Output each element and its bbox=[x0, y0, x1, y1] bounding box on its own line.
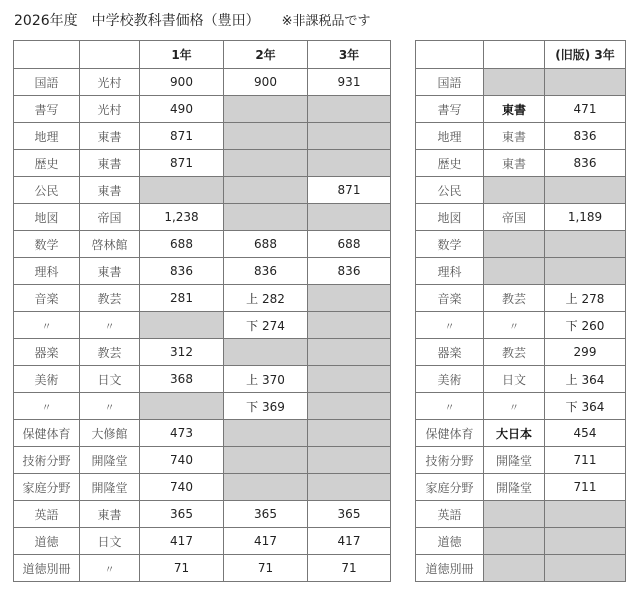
subject-cell: 国語 bbox=[416, 69, 484, 96]
price-grade3-cell bbox=[308, 123, 391, 150]
price-grade2-cell: 下 369 bbox=[224, 393, 308, 420]
price-grade2-cell: 900 bbox=[224, 69, 308, 96]
old-price-cell: 上 278 bbox=[545, 285, 626, 312]
price-grade3-cell bbox=[308, 447, 391, 474]
publisher-cell: 光村 bbox=[80, 69, 140, 96]
price-grade1-cell: 71 bbox=[140, 555, 224, 582]
price-grade1-cell: 688 bbox=[140, 231, 224, 258]
subject-cell: 音楽 bbox=[14, 285, 80, 312]
title-main: 2026年度 中学校教科書価格（豊田） bbox=[14, 13, 260, 29]
price-grade3-cell bbox=[308, 393, 391, 420]
subject-cell: 道徳別冊 bbox=[416, 555, 484, 582]
price-grade3-cell bbox=[308, 339, 391, 366]
price-grade2-cell bbox=[224, 339, 308, 366]
old-price-cell: 下 260 bbox=[545, 312, 626, 339]
table-row bbox=[416, 231, 626, 258]
table-row bbox=[416, 393, 626, 420]
price-grade3-cell: 931 bbox=[308, 69, 391, 96]
price-grade2-cell bbox=[224, 96, 308, 123]
table-row bbox=[416, 312, 626, 339]
table-row bbox=[416, 501, 626, 528]
table-row bbox=[14, 285, 391, 312]
table-row bbox=[14, 366, 391, 393]
old-price-cell bbox=[545, 258, 626, 285]
price-grade2-cell: 365 bbox=[224, 501, 308, 528]
table-row bbox=[416, 69, 626, 96]
price-grade1-cell: 281 bbox=[140, 285, 224, 312]
price-grade2-cell: 688 bbox=[224, 231, 308, 258]
publisher-cell: 教芸 bbox=[80, 285, 140, 312]
column-header: 2年 bbox=[224, 41, 308, 69]
old-price-cell: 836 bbox=[545, 123, 626, 150]
price-grade3-cell: 836 bbox=[308, 258, 391, 285]
publisher-cell bbox=[484, 528, 545, 555]
current-price-table bbox=[13, 40, 391, 582]
publisher-cell: 日文 bbox=[80, 366, 140, 393]
table-row bbox=[416, 339, 626, 366]
table-row bbox=[14, 501, 391, 528]
publisher-cell: 東書 bbox=[484, 96, 545, 123]
price-grade1-cell: 900 bbox=[140, 69, 224, 96]
old-price-cell: 454 bbox=[545, 420, 626, 447]
price-grade3-cell bbox=[308, 312, 391, 339]
old-price-cell bbox=[545, 231, 626, 258]
page-title bbox=[14, 10, 371, 30]
publisher-cell: 教芸 bbox=[80, 339, 140, 366]
old-price-cell bbox=[545, 555, 626, 582]
table-row bbox=[14, 312, 391, 339]
price-grade1-cell: 368 bbox=[140, 366, 224, 393]
publisher-cell bbox=[484, 501, 545, 528]
publisher-cell: 東書 bbox=[80, 177, 140, 204]
price-grade2-cell bbox=[224, 447, 308, 474]
price-grade3-cell: 365 bbox=[308, 501, 391, 528]
price-grade2-cell: 上 370 bbox=[224, 366, 308, 393]
table-row bbox=[14, 204, 391, 231]
table-header-row bbox=[416, 41, 626, 69]
subject-cell: 歴史 bbox=[14, 150, 80, 177]
table-row bbox=[416, 366, 626, 393]
price-grade1-cell bbox=[140, 312, 224, 339]
publisher-cell bbox=[484, 177, 545, 204]
price-grade1-cell: 740 bbox=[140, 447, 224, 474]
subject-cell: 英語 bbox=[14, 501, 80, 528]
subject-cell: 数学 bbox=[14, 231, 80, 258]
price-grade3-cell: 71 bbox=[308, 555, 391, 582]
old-price-cell: 299 bbox=[545, 339, 626, 366]
subject-cell: 美術 bbox=[14, 366, 80, 393]
subject-cell: 地図 bbox=[14, 204, 80, 231]
publisher-cell: 東書 bbox=[80, 501, 140, 528]
subject-cell: 英語 bbox=[416, 501, 484, 528]
publisher-cell: 東書 bbox=[484, 150, 545, 177]
price-grade1-cell: 871 bbox=[140, 150, 224, 177]
table-row bbox=[416, 420, 626, 447]
old-price-cell: 711 bbox=[545, 474, 626, 501]
price-grade2-cell bbox=[224, 177, 308, 204]
table-row bbox=[416, 474, 626, 501]
table-row bbox=[14, 258, 391, 285]
subject-cell: 〃 bbox=[14, 312, 80, 339]
table-row bbox=[14, 231, 391, 258]
table-row bbox=[416, 177, 626, 204]
column-header bbox=[80, 41, 140, 69]
publisher-cell: 教芸 bbox=[484, 285, 545, 312]
table-row bbox=[416, 447, 626, 474]
price-grade1-cell bbox=[140, 393, 224, 420]
table-row bbox=[416, 204, 626, 231]
table-row bbox=[14, 528, 391, 555]
subject-cell: 保健体育 bbox=[14, 420, 80, 447]
table-row bbox=[14, 420, 391, 447]
title-note: ※非課税品です bbox=[281, 14, 371, 29]
table-row bbox=[416, 528, 626, 555]
column-header bbox=[484, 41, 545, 69]
subject-cell: 器楽 bbox=[416, 339, 484, 366]
price-grade1-cell: 1,238 bbox=[140, 204, 224, 231]
publisher-cell: 日文 bbox=[80, 528, 140, 555]
publisher-cell: 〃 bbox=[80, 555, 140, 582]
publisher-cell bbox=[484, 555, 545, 582]
price-grade3-cell: 688 bbox=[308, 231, 391, 258]
price-grade1-cell: 473 bbox=[140, 420, 224, 447]
publisher-cell: 東書 bbox=[80, 258, 140, 285]
subject-cell: 技術分野 bbox=[416, 447, 484, 474]
price-grade1-cell: 312 bbox=[140, 339, 224, 366]
subject-cell: 音楽 bbox=[416, 285, 484, 312]
table-row bbox=[416, 285, 626, 312]
old-price-cell: 471 bbox=[545, 96, 626, 123]
publisher-cell: 大修館 bbox=[80, 420, 140, 447]
column-header: 3年 bbox=[308, 41, 391, 69]
subject-cell: 数学 bbox=[416, 231, 484, 258]
old-price-cell: 1,189 bbox=[545, 204, 626, 231]
old-price-cell: 836 bbox=[545, 150, 626, 177]
table-row bbox=[14, 474, 391, 501]
table-row bbox=[14, 69, 391, 96]
subject-cell: 地理 bbox=[416, 123, 484, 150]
price-grade3-cell bbox=[308, 474, 391, 501]
table-row bbox=[14, 177, 391, 204]
subject-cell: 技術分野 bbox=[14, 447, 80, 474]
publisher-cell: 大日本 bbox=[484, 420, 545, 447]
subject-cell: 理科 bbox=[416, 258, 484, 285]
price-grade3-cell bbox=[308, 150, 391, 177]
price-grade1-cell bbox=[140, 177, 224, 204]
price-grade1-cell: 490 bbox=[140, 96, 224, 123]
table-row bbox=[14, 339, 391, 366]
subject-cell: 道徳 bbox=[14, 528, 80, 555]
subject-cell: 家庭分野 bbox=[14, 474, 80, 501]
price-grade3-cell bbox=[308, 204, 391, 231]
publisher-cell: 開隆堂 bbox=[484, 474, 545, 501]
price-grade1-cell: 365 bbox=[140, 501, 224, 528]
publisher-cell: 〃 bbox=[80, 393, 140, 420]
price-grade1-cell: 740 bbox=[140, 474, 224, 501]
old-price-cell: 下 364 bbox=[545, 393, 626, 420]
publisher-cell: 開隆堂 bbox=[80, 447, 140, 474]
publisher-cell bbox=[484, 69, 545, 96]
publisher-cell bbox=[484, 231, 545, 258]
subject-cell: 〃 bbox=[416, 312, 484, 339]
price-grade2-cell: 下 274 bbox=[224, 312, 308, 339]
publisher-cell: 日文 bbox=[484, 366, 545, 393]
subject-cell: 道徳 bbox=[416, 528, 484, 555]
subject-cell: 家庭分野 bbox=[416, 474, 484, 501]
subject-cell: 書写 bbox=[416, 96, 484, 123]
price-grade2-cell: 417 bbox=[224, 528, 308, 555]
table-row bbox=[416, 258, 626, 285]
column-header: 1年 bbox=[140, 41, 224, 69]
old-price-cell: 上 364 bbox=[545, 366, 626, 393]
old-edition-table bbox=[415, 40, 626, 582]
subject-cell: 公民 bbox=[14, 177, 80, 204]
price-grade3-cell: 871 bbox=[308, 177, 391, 204]
column-header bbox=[416, 41, 484, 69]
table-row bbox=[14, 150, 391, 177]
price-grade3-cell bbox=[308, 285, 391, 312]
subject-cell: 美術 bbox=[416, 366, 484, 393]
subject-cell: 〃 bbox=[416, 393, 484, 420]
publisher-cell: 開隆堂 bbox=[80, 474, 140, 501]
publisher-cell bbox=[484, 258, 545, 285]
publisher-cell: 〃 bbox=[484, 312, 545, 339]
table-row bbox=[14, 393, 391, 420]
subject-cell: 地図 bbox=[416, 204, 484, 231]
price-grade2-cell bbox=[224, 150, 308, 177]
subject-cell: 地理 bbox=[14, 123, 80, 150]
table-header-row bbox=[14, 41, 391, 69]
table-row bbox=[416, 123, 626, 150]
old-price-cell bbox=[545, 501, 626, 528]
old-price-cell: 711 bbox=[545, 447, 626, 474]
subject-cell: 理科 bbox=[14, 258, 80, 285]
subject-cell: 公民 bbox=[416, 177, 484, 204]
subject-cell: 器楽 bbox=[14, 339, 80, 366]
price-grade3-cell bbox=[308, 96, 391, 123]
publisher-cell: 東書 bbox=[80, 150, 140, 177]
table-row bbox=[416, 96, 626, 123]
price-grade2-cell bbox=[224, 123, 308, 150]
table-row bbox=[14, 555, 391, 582]
price-grade2-cell: 上 282 bbox=[224, 285, 308, 312]
publisher-cell: 東書 bbox=[80, 123, 140, 150]
table-row bbox=[14, 123, 391, 150]
table-row bbox=[416, 150, 626, 177]
price-grade1-cell: 871 bbox=[140, 123, 224, 150]
price-grade3-cell bbox=[308, 420, 391, 447]
price-grade2-cell bbox=[224, 420, 308, 447]
publisher-cell: 帝国 bbox=[484, 204, 545, 231]
price-grade1-cell: 836 bbox=[140, 258, 224, 285]
price-grade2-cell: 836 bbox=[224, 258, 308, 285]
subject-cell: 道徳別冊 bbox=[14, 555, 80, 582]
publisher-cell: 〃 bbox=[484, 393, 545, 420]
publisher-cell: 開隆堂 bbox=[484, 447, 545, 474]
price-grade2-cell bbox=[224, 204, 308, 231]
price-grade1-cell: 417 bbox=[140, 528, 224, 555]
price-grade2-cell: 71 bbox=[224, 555, 308, 582]
price-grade3-cell bbox=[308, 366, 391, 393]
subject-cell: 〃 bbox=[14, 393, 80, 420]
price-grade2-cell bbox=[224, 474, 308, 501]
old-price-cell bbox=[545, 528, 626, 555]
column-header bbox=[14, 41, 80, 69]
old-price-cell bbox=[545, 69, 626, 96]
table-row bbox=[14, 96, 391, 123]
subject-cell: 書写 bbox=[14, 96, 80, 123]
table-row bbox=[416, 555, 626, 582]
publisher-cell: 啓林館 bbox=[80, 231, 140, 258]
subject-cell: 保健体育 bbox=[416, 420, 484, 447]
subject-cell: 歴史 bbox=[416, 150, 484, 177]
publisher-cell: 帝国 bbox=[80, 204, 140, 231]
publisher-cell: 〃 bbox=[80, 312, 140, 339]
publisher-cell: 光村 bbox=[80, 96, 140, 123]
subject-cell: 国語 bbox=[14, 69, 80, 96]
publisher-cell: 教芸 bbox=[484, 339, 545, 366]
column-header: (旧版) 3年 bbox=[545, 41, 626, 69]
publisher-cell: 東書 bbox=[484, 123, 545, 150]
price-grade3-cell: 417 bbox=[308, 528, 391, 555]
table-row bbox=[14, 447, 391, 474]
old-price-cell bbox=[545, 177, 626, 204]
